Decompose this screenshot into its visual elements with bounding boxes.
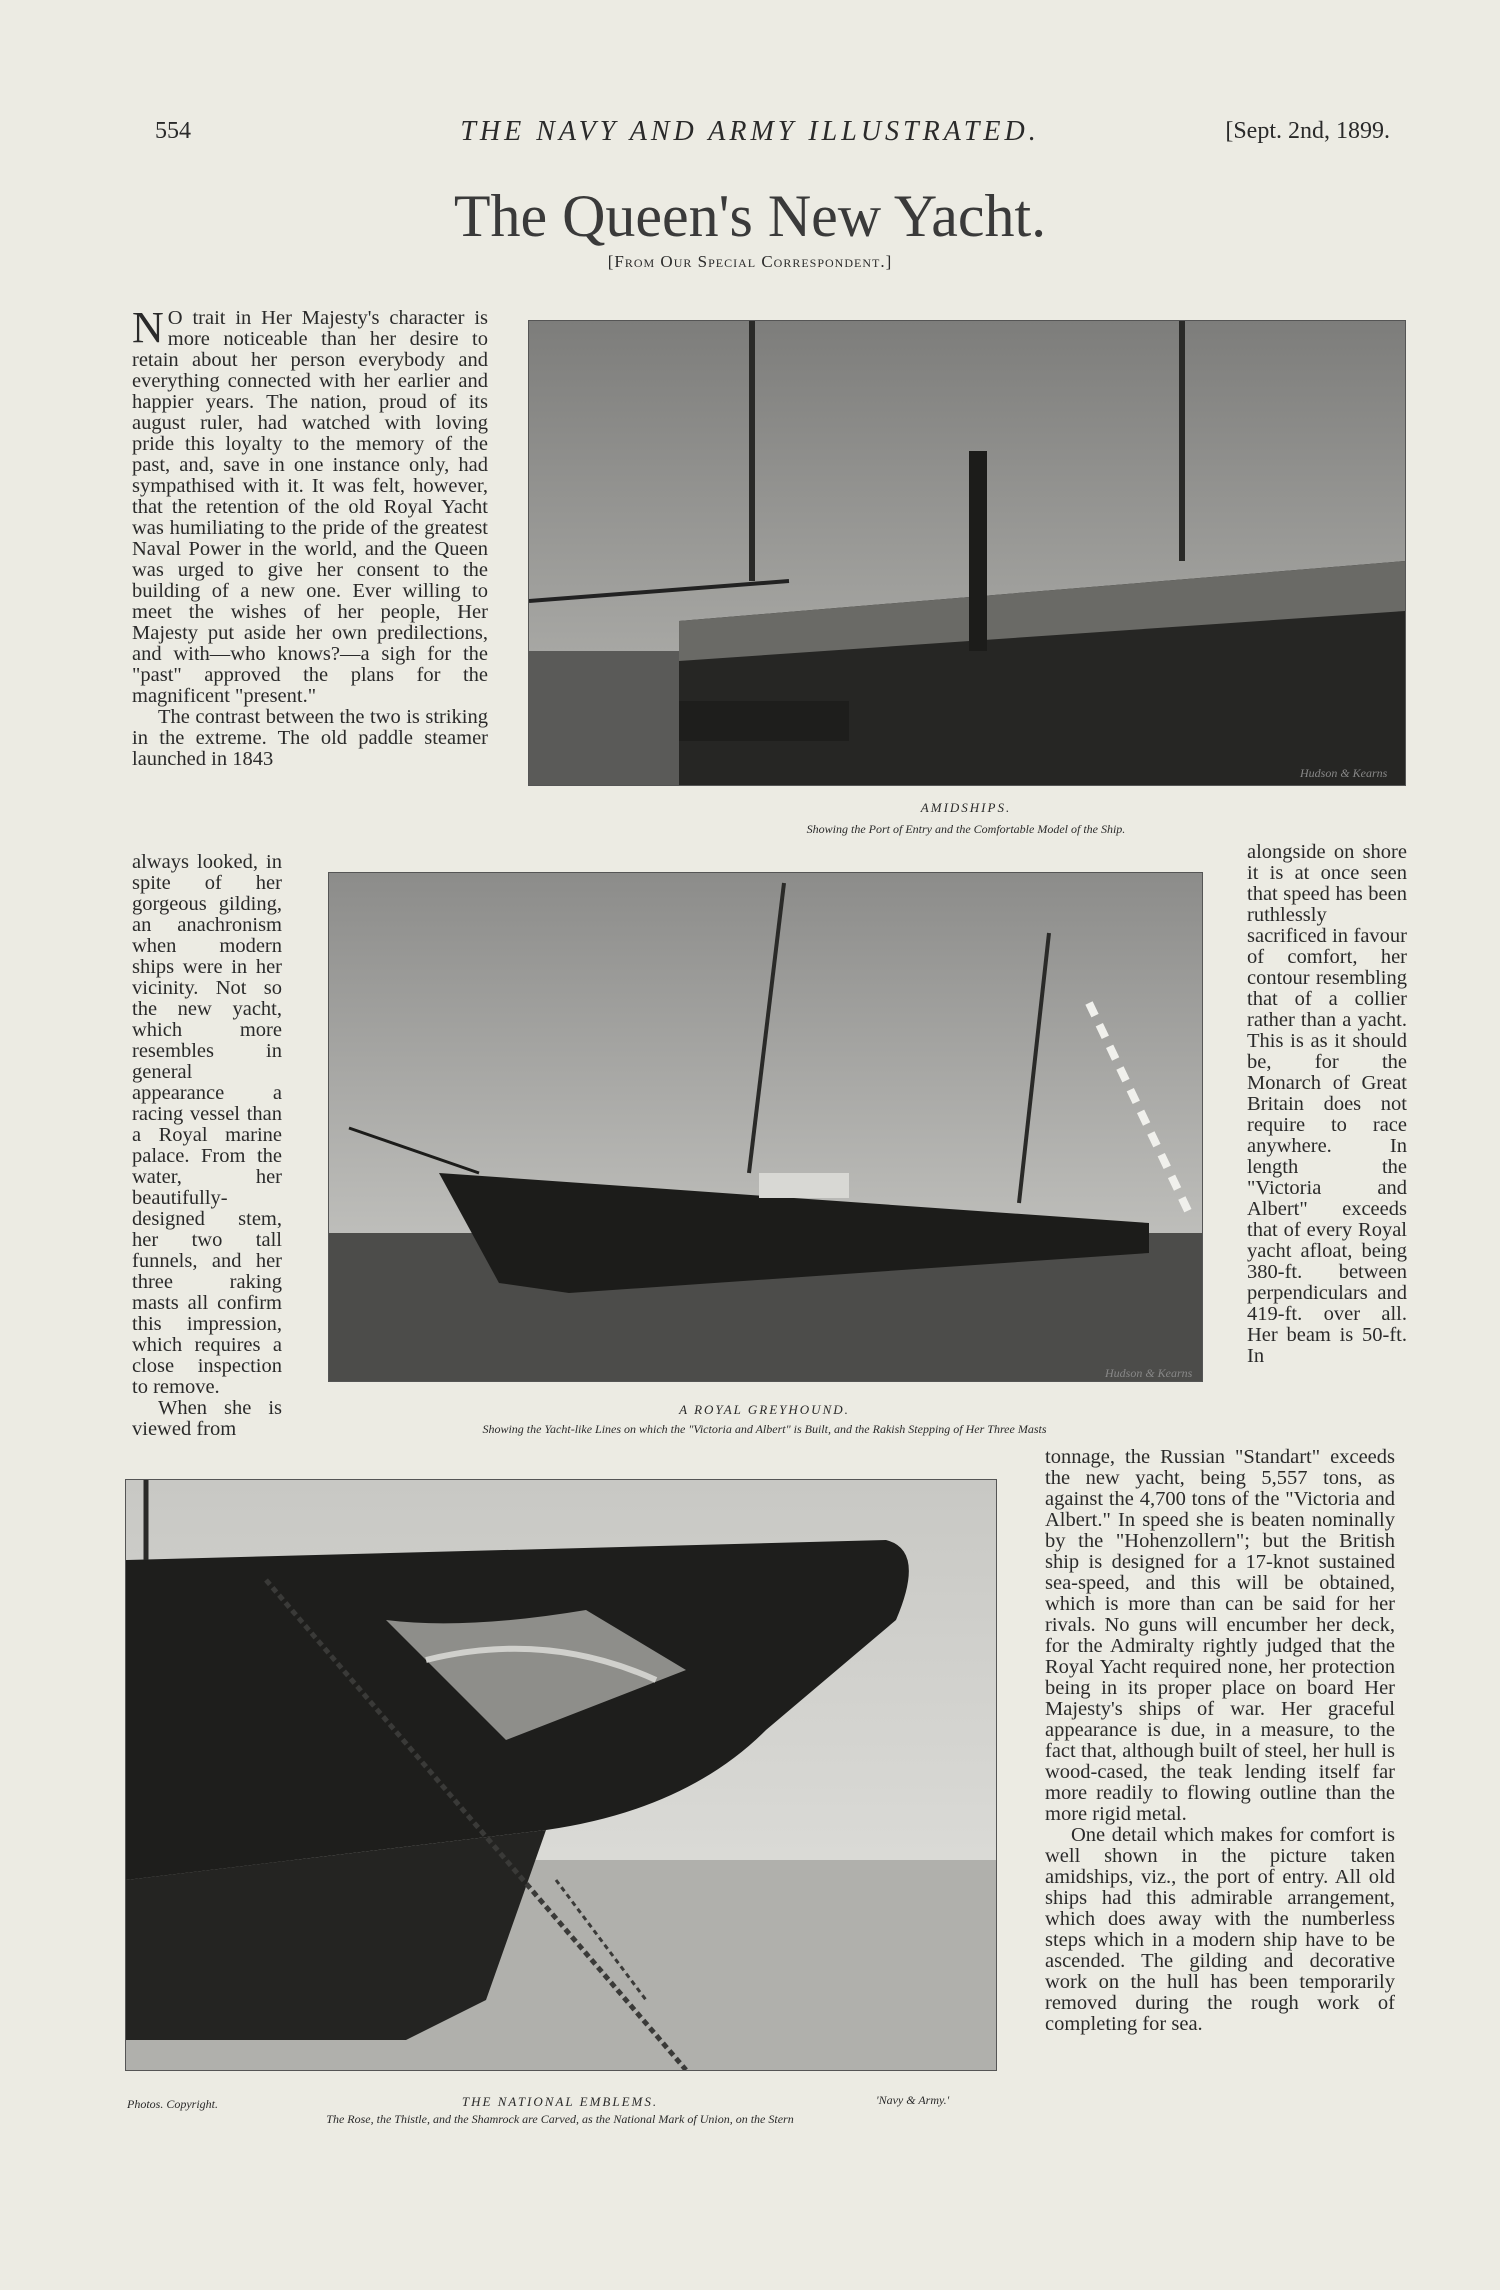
royal-greyhound-photo	[328, 872, 1203, 1382]
figure-3-title: THE NATIONAL EMBLEMS.	[461, 2094, 659, 2109]
page-number: 554	[155, 118, 191, 144]
figure-1-caption: Showing the Port of Entry and the Comfortable Model of the Ship.	[806, 822, 1126, 836]
paragraph-2: The contrast between the two is striking in the extreme. The old paddle steamer launched in 1843	[132, 706, 488, 770]
byline: [From Our Special Correspondent.]	[607, 252, 893, 271]
issue-date: [Sept. 2nd, 1899.	[1225, 118, 1390, 144]
article-title: The Queen's New Yacht.	[453, 183, 1047, 249]
navy-army-credit: 'Navy & Army.'	[876, 2093, 950, 2107]
drop-cap: N	[132, 303, 164, 352]
figure-1-title: AMIDSHIPS.	[920, 800, 1012, 815]
paragraph-3: When she is viewed from	[132, 1397, 282, 1440]
paragraph-2-cont: always looked, in spite of her gorgeous gilding, an anachronism when modern ships were in her vicinity. Not so the new yacht, which more resembles in general appearance a racing vessel than a Royal marine palace. From the water, her beautifully-designed stem, her two tall funnels, and her three raking masts all confirm this impression, which requires a close inspection to remove.	[132, 851, 282, 1398]
column-right-bottom	[1045, 1447, 1395, 2035]
photos-copyright: Photos. Copyright.	[127, 2097, 219, 2111]
figure-2-title: A ROYAL GREYHOUND.	[679, 1402, 850, 1417]
figure-3-caption: The Rose, the Thistle, and the Shamrock are Carved, as the National Mark of Union, on the Stern	[326, 2112, 794, 2126]
paragraph-4: tonnage, the Russian "Standart" exceeds the new yacht, being 5,557 tons, as against the 4,700 tons of the "Victoria and Albert." In speed she is beaten nominally by the "Hohenzollern"; but the British ship is designed for a 17-knot sustained sea-speed, and this will be obtained, which is more than can be said for her rivals. No guns will encumber her deck, for the Admiralty rightly judged that the Royal Yacht required none, her protection being in its proper place on board Her Majesty's ships of war. Her graceful appearance is due, in a measure, to the fact that, although built of steel, her hull is wood-cased, the teak lending itself far more readily to flowing outline than the more rigid metal.	[1045, 1446, 1395, 1825]
running-title: THE NAVY AND ARMY ILLUSTRATED.	[460, 116, 1040, 147]
figure-1-credit: Hudson & Kearns	[1300, 766, 1388, 780]
paragraph-3-cont: alongside on shore it is at once seen that speed has been ruthlessly sacrificed in favour of comfort, her contour resembling that of a collier rather than a yacht. This is as it should be, for the Monarch of Great Britain does not require to race anywhere. In length the "Victoria and Albert" exceeds that of every Royal yacht afloat, being 380-ft. between perpendiculars and 419-ft. over all. Her beam is 50-ft. In	[1247, 841, 1407, 1367]
paragraph-5: One detail which makes for comfort is well shown in the picture taken amidships, viz., the port of entry. All old ships had this admirable arrangement, which does away with the numberless steps which in a modern ship have to be ascended. The gilding and decorative work on the hull has been temporarily removed during the rough work of completing for sea.	[1045, 1824, 1395, 2035]
column-left-narrow	[132, 852, 282, 1440]
amidships-photo	[528, 320, 1406, 786]
paragraph-1: O trait in Her Majesty's character is more noticeable than her desire to retain about her person everybody and everything connected with her earlier and happier years. The nation, proud of its august ruler, had watched with loving pride this loyalty to the memory of the past, and, save in one instance only, had sympathised with it. It was felt, however, that the retention of the old Royal Yacht was humiliating to the pride of the greatest Naval Power in the world, and the Queen was urged to give her consent to the building of a new one. Ever willing to meet the wishes of her people, Her Majesty put aside her own predilections, and with—who knows?—a sigh for the "past" approved the plans for the magnificent "present."	[132, 307, 488, 707]
figure-2-credit: Hudson & Kearns	[1105, 1366, 1193, 1380]
national-emblems-photo	[125, 1479, 997, 2071]
column-right-narrow	[1247, 842, 1407, 1367]
figure-2-caption: Showing the Yacht-like Lines on which the "Victoria and Albert" is Built, and the Rakish Stepping of Her Three Masts	[482, 1422, 1047, 1436]
column-left-top	[132, 303, 488, 770]
